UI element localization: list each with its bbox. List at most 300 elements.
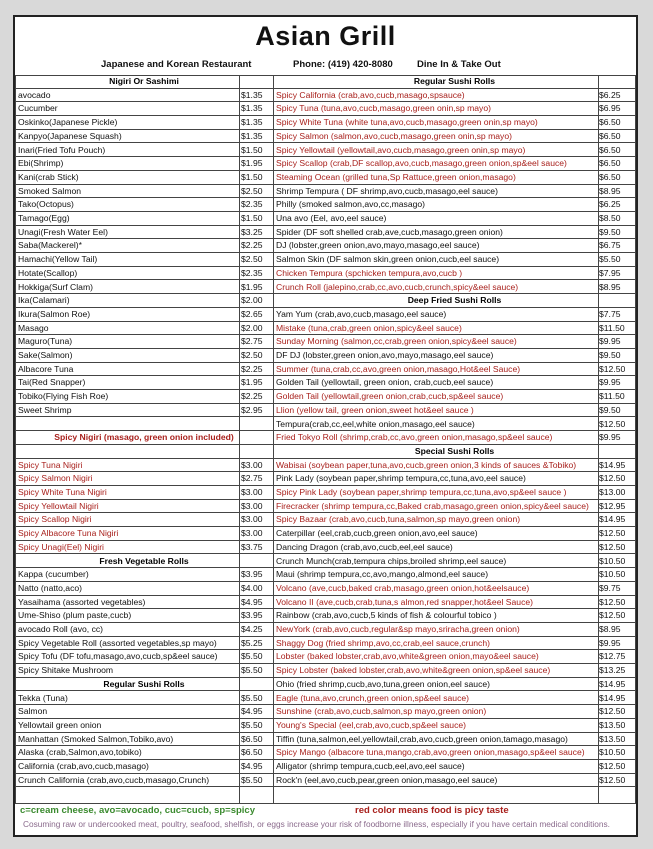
menu-item-row	[273, 664, 636, 678]
menu-item-name: Lobster (baked lobster,crab,avo,white&green onion,mayo&eel sauce)	[276, 651, 539, 662]
menu-item-price: $3.95	[241, 610, 263, 621]
menu-item-price: $14.95	[599, 692, 626, 703]
menu-item-price: $2.00	[241, 295, 263, 306]
menu-item-row	[15, 144, 273, 158]
menu-item-price: $13.00	[599, 487, 626, 497]
section-header	[15, 75, 273, 89]
menu-item-price: $3.00	[241, 528, 263, 539]
section-header-label: Regular Sushi Rolls	[413, 76, 496, 86]
menu-item-row	[273, 253, 636, 267]
menu-item-price: $7.95	[599, 267, 621, 278]
menu-item-price: $9.95	[599, 432, 621, 443]
menu-item-name: Yellowtail green onion	[18, 719, 102, 730]
menu-item-name: Fried Tokyo Roll (shrimp,crab,cc,avo,green onion,masago,sp&eel sauce)	[276, 432, 553, 443]
menu-item-row	[15, 226, 273, 240]
menu-item-price: $2.50	[241, 185, 263, 196]
menu-item-price: $1.35	[241, 103, 263, 114]
menu-item-price: $5.50	[241, 719, 263, 730]
menu-item-price: $13.50	[599, 733, 626, 744]
food-safety-warning: Cosuming raw or undercooked meat, poultry, seafood, shelfish, or eggs increase your risk of foodborne illness, especially if you have certain medical conditions.	[23, 819, 610, 829]
menu-item-row	[15, 705, 273, 719]
menu-item-name: Kanpyo(Japanese Squash)	[18, 130, 122, 141]
menu-item-price: $9.50	[599, 350, 621, 360]
menu-item-name: Salmon	[18, 706, 48, 717]
menu-item-price: $5.50	[241, 774, 263, 785]
menu-item-row	[273, 404, 636, 418]
menu-item-price: $3.75	[241, 541, 263, 552]
menu-item-price: $2.50	[241, 350, 263, 360]
menu-item-price: $2.00	[241, 322, 263, 333]
menu-item-price: $2.25	[241, 363, 263, 374]
menu-item-name: Sunshine (crab,avo,cucb,salmon,sp mayo,green onion)	[276, 706, 487, 717]
menu-item-price: $12.50	[599, 610, 626, 621]
menu-item-row	[273, 267, 636, 281]
menu-item-row	[15, 198, 273, 212]
menu-item-row	[15, 171, 273, 185]
menu-item-name: Una avo (Eel, avo,eel sauce)	[276, 213, 387, 223]
menu-item-name: Manhattan (Smoked Salmon,Tobiko,avo)	[18, 733, 174, 744]
menu-item-row	[15, 212, 273, 226]
menu-item-name: Spicy Mango (albacore tuna,mango,crab,avo,green onion,masago,sp&eel sauce)	[276, 747, 585, 758]
menu-item-row	[273, 500, 636, 514]
menu-item-name: Golden Tail (yellowtail, green onion, crab,cucb,eel sauce)	[276, 377, 494, 388]
menu-item-price: $5.50	[241, 665, 263, 676]
menu-item-price: $9.75	[599, 582, 621, 593]
menu-item-name: Shaggy Dog (fried shrimp,avo,cc,crab,eel sauce,crunch)	[276, 637, 490, 648]
menu-item-row	[15, 596, 273, 610]
column-divider	[635, 75, 636, 803]
menu-item-name: Spicy White Tuna Nigiri	[18, 487, 107, 497]
menu-item-row	[15, 513, 273, 527]
menu-item-name: Wabisai (soybean paper,tuna,avo,cucb,green onion,3 kinds of sauces &Tobiko)	[276, 459, 577, 470]
menu-item-name: Ume-Shiso (plum paste,cucb)	[18, 610, 132, 621]
menu-item-row	[273, 116, 636, 130]
menu-item-price: $11.50	[599, 322, 625, 333]
menu-item-name: Maui (shrimp tempura,cc,avo,mango,almond,eel sauce)	[276, 569, 489, 580]
menu-item-price: $14.95	[599, 514, 626, 525]
menu-item-name: Yasaihama (assorted vegetables)	[18, 596, 146, 607]
menu-item-price: $2.50	[241, 254, 263, 265]
menu-item-name: Tobiko(Flying Fish Roe)	[18, 391, 109, 402]
menu-item-price: $6.50	[599, 144, 621, 155]
menu-item-name: Tako(Octopus)	[18, 199, 74, 210]
menu-item-price: $1.95	[241, 158, 263, 169]
menu-item-row	[15, 459, 273, 473]
menu-item-name: NewYork (crab,avo,cucb,regular&sp mayo,sriracha,green onion)	[276, 624, 520, 634]
menu-item-price: $6.50	[599, 158, 621, 169]
menu-item-row	[273, 609, 636, 623]
menu-item-name: Firecracker (shrimp tempura,cc,Baked crab,masago,green onion,spicy&eel sauce)	[276, 500, 589, 511]
menu-item-row	[273, 719, 636, 733]
info-line	[15, 59, 636, 73]
menu-item-row	[15, 390, 273, 404]
menu-item-price: $14.95	[599, 678, 626, 689]
menu-item-price: $12.75	[599, 651, 626, 662]
menu-item-price: $2.75	[241, 473, 263, 484]
menu-item-price: $8.95	[599, 281, 621, 292]
section-header-label: Nigiri Or Sashimi	[109, 76, 179, 86]
menu-item-row	[15, 335, 273, 349]
menu-item-name: Spicy Salmon Nigiri	[18, 473, 93, 484]
menu-item-name: Sake(Salmon)	[18, 350, 73, 360]
menu-item-price: $11.50	[599, 391, 625, 402]
menu-item-price: $9.95	[599, 336, 621, 347]
menu-item-row	[273, 733, 636, 747]
menu-item-price: $5.50	[599, 254, 621, 265]
menu-item-row	[15, 637, 273, 651]
menu-item-name: Spicy Yellowtail (yellowtail,avo,cucb,masago,green onin,sp mayo)	[276, 144, 526, 155]
menu-item-price: $7.75	[599, 308, 621, 319]
menu-item-row	[273, 322, 636, 336]
menu-item-name: Volcano (ave,cucb,baked crab,masago,green onion,hot&eelsauce)	[276, 582, 530, 593]
menu-item-price: $9.95	[599, 377, 621, 388]
menu-item-price: $6.75	[599, 240, 621, 251]
menu-item-name: Spicy Unagi(Eel) Nigiri	[18, 541, 104, 552]
menu-item-price: $1.50	[241, 144, 263, 155]
menu-item-name: Salmon Skin (DF salmon skin,green onion,cucb,eel sauce)	[276, 254, 500, 265]
menu-item-price: $1.95	[241, 281, 263, 292]
menu-item-row	[273, 157, 636, 171]
menu-item-name: Spicy Yellowtail Nigiri	[18, 500, 99, 511]
menu-item-row	[15, 541, 273, 555]
menu-item-row	[273, 527, 636, 541]
section-header	[273, 445, 636, 459]
menu-item-name: Spicy Tuna Nigiri	[18, 459, 83, 470]
menu-item-price: $12.50	[599, 473, 626, 484]
menu-item-price: $1.35	[241, 117, 263, 128]
menu-item-name: Golden Tail (yellowtail,green onion,crab,cucb,sp&eel sauce)	[276, 391, 504, 402]
menu-item-price: $4.95	[241, 761, 263, 771]
menu-item-row	[273, 376, 636, 390]
menu-item-row	[15, 157, 273, 171]
menu-item-name: Ebi(Shrimp)	[18, 158, 64, 169]
column-divider	[239, 75, 240, 803]
menu-item-row	[273, 650, 636, 664]
section-header-label: Fresh Vegetable Rolls	[99, 555, 189, 566]
menu-item-price: $1.95	[241, 377, 263, 388]
section-header	[273, 75, 636, 89]
menu-item-price: $4.95	[241, 596, 263, 607]
menu-item-row	[273, 486, 636, 500]
menu-item-name: Spicy California (crab,avo,cucb,masago,spsauce)	[276, 89, 465, 100]
menu-item-row	[273, 363, 636, 377]
menu-item-name: Philly (smoked salmon,avo,cc,masago)	[276, 199, 426, 210]
menu-item-row	[15, 363, 273, 377]
menu-item-name: Kappa (cucumber)	[18, 569, 89, 580]
menu-item-name: Crunch California (crab,avo,cucb,masago,Crunch)	[18, 774, 210, 785]
menu-item-row	[15, 404, 273, 418]
menu-item-name: Oskinko(Japanese Pickle)	[18, 117, 118, 128]
menu-item-row	[273, 705, 636, 719]
section-header-label: Regular Sushi Rolls	[103, 678, 185, 689]
menu-item-price: $1.50	[241, 213, 263, 223]
menu-item-row	[15, 733, 273, 747]
menu-item-row	[273, 418, 636, 432]
section-header-label: Special Sushi Rolls	[414, 445, 495, 456]
menu-item-row	[273, 459, 636, 473]
menu-item-price: $12.95	[599, 500, 626, 511]
menu-item-name: Llion (yellow tail, green onion,sweet hot&eel sauce )	[276, 404, 474, 415]
menu-item-name: Shrimp Tempura ( DF shrimp,avo,cucb,masago,eel sauce)	[276, 185, 498, 196]
menu-item-name: Summer (tuna,crab,cc,avo,green onion,masago,Hot&eel Sauce)	[276, 363, 521, 374]
menu-item-name: California (crab,avo,cucb,masago)	[18, 761, 149, 771]
menu-item-row	[273, 390, 636, 404]
section-header	[15, 678, 273, 692]
footer-legend-row	[15, 803, 636, 818]
menu-item-name: Sweet Shrimp	[18, 404, 72, 415]
menu-item-price: $2.35	[241, 267, 263, 278]
menu-item-name: Hotate(Scallop)	[18, 267, 78, 278]
menu-item-row	[273, 130, 636, 144]
menu-item-row	[15, 130, 273, 144]
menu-item-row	[15, 746, 273, 760]
menu-item-price: $6.25	[599, 89, 621, 100]
menu-item-price: $6.95	[599, 103, 621, 114]
menu-item-row	[273, 637, 636, 651]
menu-item-name: Young's Special (eel,crab,avo,cucb,sp&eel sauce)	[276, 719, 467, 730]
abbreviation-legend: c=cream cheese, avo=avocado, cuc=cucb, sp=spicy	[20, 805, 255, 816]
menu-item-row	[273, 239, 636, 253]
menu-item-name: DJ (lobster,green onion,avo,mayo,masago,eel sauce)	[276, 240, 480, 251]
menu-item-name: Tai(Red Snapper)	[18, 377, 86, 388]
menu-item-row	[273, 144, 636, 158]
menu-item-name: DF DJ (lobster,green onion,avo,mayo,masago,eel sauce)	[276, 350, 494, 360]
menu-item-row	[15, 294, 273, 308]
menu-item-price: $3.25	[241, 226, 263, 237]
menu-item-row	[15, 253, 273, 267]
menu-item-price: $3.00	[241, 459, 263, 470]
menu-item-row	[273, 335, 636, 349]
menu-item-name: Rainbow (crab,avo,cucb,5 kinds of fish & colourful tobico )	[276, 610, 497, 621]
menu-item-price: $6.50	[599, 130, 621, 141]
menu-item-price: $12.50	[599, 774, 626, 785]
menu-item-price: $2.65	[241, 308, 263, 319]
menu-item-row	[273, 678, 636, 692]
menu-item-name: avocado Roll (avo, cc)	[18, 624, 104, 634]
menu-item-name: Spicy Shitake Mushroom	[18, 665, 114, 676]
menu-item-row	[273, 692, 636, 706]
menu-item-name: Sunday Morning (salmon,cc,crab,green onion,spicy&eel sauce)	[276, 336, 517, 347]
menu-item-price: $1.50	[241, 171, 263, 182]
menu-item-row	[15, 568, 273, 582]
menu-item-name: Pink Lady (soybean paper,shrimp tempura,cc,tuna,avo,eel sauce)	[276, 473, 526, 484]
menu-item-price: $13.50	[599, 719, 626, 730]
menu-item-price: $5.25	[241, 637, 263, 648]
blank-row	[15, 445, 273, 459]
menu-item-row	[15, 692, 273, 706]
menu-item-price: $13.25	[599, 665, 626, 676]
tagline: Japanese and Korean Restaurant	[101, 59, 252, 70]
menu-item-row	[15, 116, 273, 130]
menu-item-price: $10.50	[599, 555, 626, 566]
menu-item-row	[15, 185, 273, 199]
section-header-label: Deep Fried Sushi Rolls	[407, 295, 502, 306]
menu-item-name: Tempura(crab,cc,eel,white onion,masago,eel sauce)	[276, 418, 475, 429]
menu-item-row	[273, 472, 636, 486]
menu-item-row	[15, 719, 273, 733]
menu-item-price: $6.25	[599, 199, 621, 210]
menu-item-row	[273, 308, 636, 322]
menu-item-row	[273, 281, 636, 295]
menu-item-price: $8.50	[599, 213, 621, 223]
menu-item-row	[273, 541, 636, 555]
blank-row	[15, 418, 273, 432]
menu-item-name: avocado	[18, 89, 51, 100]
menu-item-price: $9.95	[599, 637, 621, 648]
menu-item-name: Hokkiga(Surf Clam)	[18, 281, 93, 292]
menu-item-name: Eagle (tuna,avo,crunch,green onion,sp&eel sauce)	[276, 692, 470, 703]
section-header	[15, 555, 273, 569]
menu-item-price: $12.50	[599, 418, 626, 429]
menu-item-name: Ikura(Salmon Roe)	[18, 308, 91, 319]
menu-item-price: $6.50	[241, 747, 263, 758]
menu-item-price: $12.50	[599, 541, 626, 552]
menu-item-row	[273, 89, 636, 103]
section-header-label: Spicy Nigiri (masago, green onion included)	[54, 432, 234, 443]
menu-item-row	[273, 582, 636, 596]
menu-item-row	[273, 185, 636, 199]
menu-item-price: $5.50	[241, 651, 263, 662]
menu-item-name: Dancing Dragon (crab,avo,cucb,eel,eel sauce)	[276, 541, 453, 552]
menu-item-name: Hamachi(Yellow Tail)	[18, 254, 98, 265]
menu-item-name: Ika(Calamari)	[18, 295, 70, 306]
menu-item-row	[273, 431, 636, 445]
menu-item-name: Alaska (crab,Salmon,avo,tobiko)	[18, 747, 142, 758]
menu-item-name: Albacore Tuna	[18, 363, 74, 374]
menu-item-price: $12.50	[599, 596, 626, 607]
menu-item-name: Tamago(Egg)	[18, 213, 70, 223]
menu-item-price: $8.95	[599, 624, 621, 634]
menu-item-name: Smoked Salmon	[18, 185, 82, 196]
menu-item-name: Volcano II (ave,cucb,crab,tuna,s almon,red snapper,hot&eel Sauce)	[276, 596, 534, 607]
menu-item-price: $4.25	[241, 624, 263, 634]
menu-item-name: Spicy Vegetable Roll (assorted vegetables,sp mayo)	[18, 637, 217, 648]
menu-item-price: $12.50	[599, 528, 626, 539]
menu-item-price: $12.50	[599, 363, 626, 374]
menu-item-row	[273, 774, 636, 788]
menu-item-row	[273, 212, 636, 226]
menu-item-price: $8.95	[599, 185, 621, 196]
menu-item-row	[15, 472, 273, 486]
menu-item-name: Crunch Roll (jalepino,crab,cc,avo,cucb,crunch,spicy&eel sauce)	[276, 281, 519, 292]
menu-item-price: $2.95	[241, 404, 263, 415]
menu-item-name: Spicy Bazaar (crab,avo,cucb,tuna,salmon,sp mayo,green onion)	[276, 514, 521, 525]
menu-item-name: Kani(crab Stick)	[18, 171, 79, 182]
menu-item-row	[273, 760, 636, 774]
menu-item-row	[273, 349, 636, 363]
menu-item-row	[15, 102, 273, 116]
menu-item-row	[273, 226, 636, 240]
menu-item-name: Crunch Munch(crab,tempura chips,broiled shrimp,eel sauce)	[276, 555, 507, 566]
section-header	[15, 431, 273, 445]
menu-item-name: Inari(Fried Tofu Pouch)	[18, 144, 106, 155]
menu-item-row	[15, 760, 273, 774]
service-type: Dine In & Take Out	[417, 59, 501, 70]
restaurant-title: Asian Grill	[255, 21, 396, 51]
menu-item-name: Spicy Lobster (baked lobster,crab,avo,white&green onion,sp&eel sauce)	[276, 665, 551, 676]
column-divider	[273, 75, 274, 803]
menu-item-row	[15, 308, 273, 322]
menu-item-row	[15, 267, 273, 281]
menu-item-row	[15, 664, 273, 678]
menu-item-name: Spicy Salmon (salmon,avo,cucb,masago,green onin,sp mayo)	[276, 130, 512, 141]
menu-item-name: Ohio (fried shrimp,cucb,avo,tuna,green onion,eel sauce)	[276, 678, 491, 689]
menu-item-price: $10.50	[599, 569, 626, 580]
menu-item-row	[15, 527, 273, 541]
menu-item-name: Cucumber	[18, 103, 58, 114]
menu-item-name: Alligator (shrimp tempura,cucb,eel,avo,eel sauce)	[276, 761, 465, 771]
menu-item-row	[273, 596, 636, 610]
menu-item-name: Yam Yum (crab,avo,cucb,masago,eel sauce)	[276, 308, 447, 319]
menu-item-name: Tekka (Tuna)	[18, 692, 68, 703]
menu-item-price: $1.35	[241, 130, 263, 141]
menu-item-row	[15, 239, 273, 253]
menu-item-row	[15, 281, 273, 295]
menu-item-name: Tiffin (tuna,salmon,eel,yellowtail,crab,avo,cucb,green onion,tamago,masago)	[276, 733, 568, 744]
menu-item-price: $4.95	[241, 706, 263, 717]
menu-item-row	[273, 555, 636, 569]
menu-item-name: Spicy Albacore Tuna Nigiri	[18, 528, 119, 539]
menu-item-price: $14.95	[599, 459, 626, 470]
phone-number: Phone: (419) 420-8080	[293, 59, 393, 70]
menu-item-row	[273, 568, 636, 582]
menu-item-row	[15, 349, 273, 363]
menu-item-name: Steaming Ocean (grilled tuna,Sp Rattuce,green onion,masago)	[276, 171, 516, 182]
menu-item-price: $3.95	[241, 569, 263, 580]
column-divider	[15, 75, 16, 803]
menu-item-name: Spicy Pink Lady (soybean paper,shrimp tempura,cc,tuna,avo,sp&eel sauce )	[276, 487, 567, 497]
menu-item-name: Spicy Scallop (crab,DF scallop,avo,cucb,masago,green onion,sp&eel sauce)	[276, 158, 567, 169]
menu-item-name: Chicken Tempura (spchicken tempura,avo,cucb )	[276, 267, 463, 278]
menu-item-price: $1.35	[241, 89, 263, 100]
spicy-color-note: red color means food is picy taste	[355, 805, 509, 816]
menu-item-price: $10.50	[599, 747, 626, 758]
menu-item-price: $9.50	[599, 404, 621, 415]
menu-item-price: $2.35	[241, 199, 263, 210]
menu-item-price: $2.25	[241, 391, 263, 402]
menu-item-price: $3.00	[241, 514, 263, 525]
menu-item-name: Unagi(Fresh Water Eel)	[18, 226, 108, 237]
section-header	[273, 294, 636, 308]
menu-item-row	[15, 609, 273, 623]
menu-item-price: $6.50	[599, 117, 621, 128]
menu-item-price: $6.50	[599, 171, 621, 182]
grid-top-border	[15, 75, 636, 76]
column-divider	[598, 75, 599, 803]
menu-item-row	[273, 102, 636, 116]
menu-item-name: Caterpillar (eel,crab,cucb,green onion,avo,eel sauce)	[276, 528, 478, 539]
menu-item-price: $2.75	[241, 336, 263, 347]
menu-item-row	[15, 322, 273, 336]
menu-item-price: $2.25	[241, 240, 263, 251]
menu-item-row	[15, 500, 273, 514]
menu-item-price: $3.00	[241, 500, 263, 511]
menu-item-name: Saba(Mackerel)*	[18, 240, 82, 251]
menu-item-price: $3.00	[241, 487, 263, 497]
menu-item-name: Spicy Tuna (tuna,avo,cucb,masago,green onin,sp mayo)	[276, 103, 491, 114]
menu-item-name: Natto (natto,aco)	[18, 582, 83, 593]
menu-item-row	[15, 89, 273, 103]
menu-item-name: Spicy Tofu (DF tofu,masago,avo,cucb,sp&eel sauce)	[18, 651, 218, 662]
menu-item-price: $9.50	[599, 226, 621, 237]
menu-item-row	[273, 746, 636, 760]
menu-item-row	[273, 623, 636, 637]
menu-item-price: $12.50	[599, 761, 626, 771]
menu-item-row	[15, 486, 273, 500]
menu-item-price: $12.50	[599, 706, 626, 717]
menu-sheet	[13, 15, 638, 837]
menu-item-name: Mistake (tuna,crab,green onion,spicy&eel sauce)	[276, 322, 462, 333]
